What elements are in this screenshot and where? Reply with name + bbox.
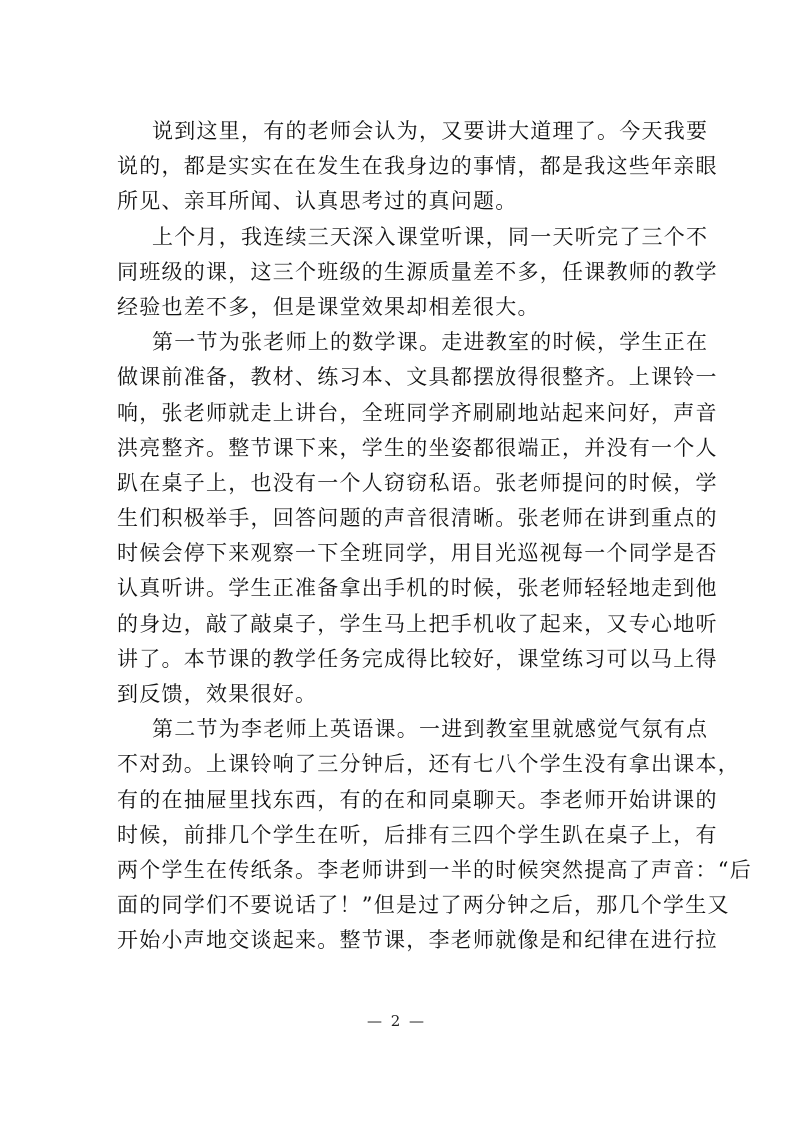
text-line: 时候，前排几个学生在听，后排有三四个学生趴在桌子上，有 xyxy=(117,822,718,847)
text-line: 不对劲。上课铃响了三分钟后，还有七八个学生没有拿出课本， xyxy=(117,752,740,777)
text-line: 趴在桌子上，也没有一个人窃窃私语。张老师提问的时候，学 xyxy=(117,470,718,495)
text-line: 上个月，我连续三天深入课堂听课，同一天听完了三个不 xyxy=(152,224,709,249)
text-line: 认真听讲。学生正准备拿出手机的时候，张老师轻轻地走到他 xyxy=(117,576,718,601)
text-line: 说的，都是实实在在发生在我身边的事情，都是我这些年亲眼 xyxy=(117,154,718,179)
text-line: 面的同学们不要说话了！”但是过了两分钟之后，那几个学生又 xyxy=(117,893,730,918)
text-line: 第二节为李老师上英语课。一进到教室里就感觉气氛有点 xyxy=(152,717,709,742)
text-line: 做课前准备，教材、练习本、文具都摆放得很整齐。上课铃一 xyxy=(117,365,718,390)
text-line: 生们积极举手，回答问题的声音很清晰。张老师在讲到重点的 xyxy=(117,506,718,531)
text-line: 两个学生在传纸条。李老师讲到一半的时候突然提高了声音：“后 xyxy=(117,857,752,882)
text-line: 有的在抽屉里找东西，有的在和同桌聊天。李老师开始讲课的 xyxy=(117,787,718,812)
text-line: 到反馈，效果很好。 xyxy=(117,682,318,706)
text-line: 的身边，敲了敲桌子，学生马上把手机收了起来，又专心地听 xyxy=(117,611,718,636)
text-line: 说到这里，有的老师会认为，又要讲大道理了。今天我要 xyxy=(152,119,709,143)
document-body xyxy=(117,114,752,959)
paragraph xyxy=(117,325,718,712)
page-number: — 2 — xyxy=(366,1012,427,1030)
paragraph xyxy=(117,712,752,958)
paragraph xyxy=(117,220,718,326)
text-line: 第一节为张老师上的数学课。走进教室的时候，学生正在 xyxy=(152,330,709,355)
paragraph xyxy=(117,114,718,220)
text-line: 时候会停下来观察一下全班同学，用目光巡视每一个同学是否 xyxy=(117,541,718,566)
text-line: 洪亮整齐。整节课下来，学生的坐姿都很端正，并没有一个人 xyxy=(117,435,718,460)
text-line: 所见、亲耳所闻、认真思考过的真问题。 xyxy=(117,189,518,214)
text-line: 讲了。本节课的教学任务完成得比较好，课堂练习可以马上得 xyxy=(117,646,718,671)
text-line: 经验也差不多，但是课堂效果却相差很大。 xyxy=(117,294,540,319)
text-line: 同班级的课，这三个班级的生源质量差不多，任课教师的教学 xyxy=(117,259,718,284)
text-line: 开始小声地交谈起来。整节课，李老师就像是和纪律在进行拉 xyxy=(117,928,718,953)
text-line: 响，张老师就走上讲台，全班同学齐刷刷地站起来问好，声音 xyxy=(117,400,718,425)
